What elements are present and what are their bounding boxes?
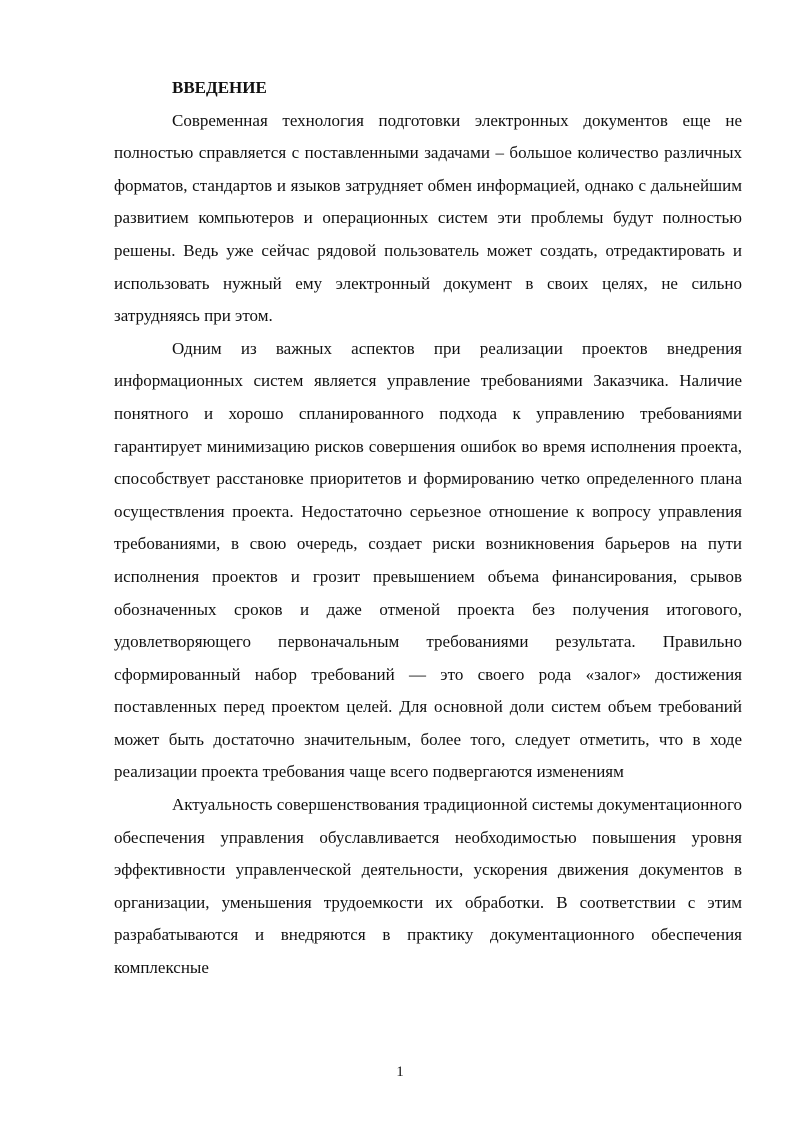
paragraph-1: Современная технология подготовки электронных документов еще не полностью справляется с поставленными задачами – большое количество различных форматов, стандартов и языков затрудняет обмен информацией, однако с дальнейшим развитием компьютеров и операционных систем эти проблемы будут полностью решены. Ведь уже сейчас рядовой пользователь может создать, отредактировать и использовать нужный ему электронный документ в своих целях, не сильно затрудняясь при этом. xyxy=(114,110,742,326)
paragraph-3: Актуальность совершенствования традиционной системы документационного обеспечения управления обуславливается необходимостью повышения уровня эффективности управленческой деятельности, ускорения движения документов в организации, уменьшения трудоемкости их обработки. В соответствии с этим разрабатываются и внедряются в практику документационного обеспечения комплексные xyxy=(114,795,742,978)
paragraph-2: Одним из важных аспектов при реализации проектов внедрения информационных систем является управление требованиями Заказчика. Наличие понятного и хорошо спланированного подхода к управлению требованиями гарантирует минимизацию рисков совершения ошибок во время исполнения проекта, способствует расстановке приоритетов и формированию четко определенного плана осуществления проекта. Недостаточно серьезное отношение к вопросу управления требованиями, в свою очередь, создает риски возникновения барьеров на пути исполнения проектов и грозит превышением объема финансирования, срывов обозначенных сроков и даже отменой проекта без получения итогового, удовлетворяющего первоначальным требованиями результата. Правильно сформированный набор требований — это своего рода «залог» достижения поставленных перед проектом целей. Для основной доли систем объем требований может быть достаточно значительным, более того, следует отметить, что в ходе реализации проекта требования чаще всего подвергаются изменениям xyxy=(114,338,742,782)
document-body xyxy=(114,72,742,985)
page-number: 1 xyxy=(396,1064,404,1080)
section-heading: ВВЕДЕНИЕ xyxy=(172,78,267,97)
